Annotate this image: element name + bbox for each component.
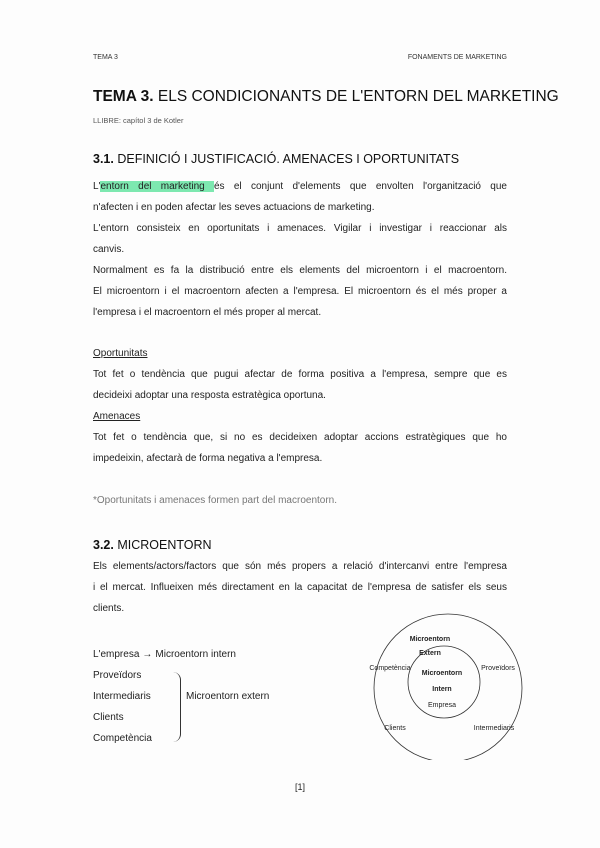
page-title xyxy=(93,88,559,106)
paragraph-line: clients. xyxy=(93,603,125,614)
title-rest: ELS CONDICIONANTS DE L'ENTORN DEL MARKETING xyxy=(153,88,559,105)
page-number: [1] xyxy=(294,782,305,792)
paragraph-line xyxy=(93,180,507,193)
paragraph-line: Els elements/actors/factors que són més propers a relació d'intercanvi entre l'empresa xyxy=(93,561,507,572)
text: L' xyxy=(93,181,101,192)
label: Clients xyxy=(384,725,406,732)
brace-icon xyxy=(172,672,181,742)
footnote: *Oportunitats i amenaces formen part del macroentorn. xyxy=(93,495,338,506)
paragraph-line: decideixi adoptar una resposta estratègica oportuna. xyxy=(93,390,326,401)
text: L'empresa xyxy=(93,649,140,660)
highlighted-term: entorn del marketing xyxy=(100,181,214,192)
paragraph-line: Normalment es fa la distribució entre els elements del microentorn i el macroentorn. xyxy=(93,265,507,276)
label: Extern xyxy=(419,650,441,657)
paragraph-line: Tot fet o tendència que pugui afectar de forma positiva a l'empresa, sempre que es xyxy=(93,369,507,380)
text: Microentorn intern xyxy=(155,649,236,660)
label: Microentorn xyxy=(409,636,451,643)
subheading-oportunitats: Oportunitats xyxy=(93,348,148,359)
section-number: 3.1. xyxy=(93,152,114,166)
paragraph-line: i el mercat. Influeixen més directament en la capacitat de l'empresa de satisfer els seus xyxy=(93,582,507,593)
title-bold: TEMA 3. xyxy=(93,88,154,105)
paragraph-line: Tot fet o tendència que, si no es decideixen adoptar accions estratègiques que ho xyxy=(93,432,507,443)
paragraph-line: El microentorn i el macroentorn afecten a l'empresa. El microentorn és el més proper a xyxy=(93,286,507,297)
section-heading-3-2 xyxy=(93,538,212,552)
label: Microentorn xyxy=(421,670,463,677)
label: Competència xyxy=(369,665,411,672)
list-item: Proveïdors xyxy=(93,670,142,681)
header-left: TEMA 3 xyxy=(93,54,118,61)
paragraph-line: l'empresa i el macroentorn el més proper al mercat. xyxy=(93,307,322,318)
paragraph-line: n'afecten i en poden afectar les seves actuacions de marketing. xyxy=(93,202,375,213)
label: Proveïdors xyxy=(481,665,515,672)
section-heading-3-1 xyxy=(93,152,459,166)
paragraph-line: L'entorn consisteix en oportunitats i amenaces. Vigilar i investigar i reaccionar als xyxy=(93,223,507,234)
paragraph-line: canvis. xyxy=(93,244,125,255)
book-reference: LLIBRE: capítol 3 de Kotler xyxy=(93,116,184,125)
label: Empresa xyxy=(427,702,457,709)
arrow-icon: → xyxy=(142,649,153,660)
list-item: Clients xyxy=(93,712,124,723)
section-title: DEFINICIÓ I JUSTIFICACIÓ. AMENACES I OPORTUNITATS xyxy=(113,152,460,166)
extern-label: Microentorn extern xyxy=(186,691,270,702)
microentorn-diagram xyxy=(360,610,540,760)
subheading-amenaces: Amenaces xyxy=(93,411,141,422)
list-item: Competència xyxy=(93,733,152,744)
section-number: 3.2. xyxy=(93,538,114,552)
header-right: FONAMENTS DE MARKETING xyxy=(407,54,507,61)
text: és el conjunt d'elements que envolten l'organització que xyxy=(214,181,507,192)
section-title: MICROENTORN xyxy=(113,538,212,552)
paragraph-line: impedeixin, afectarà de forma negativa a l'empresa. xyxy=(93,453,323,464)
list-item: Intermediaris xyxy=(93,691,151,702)
label: Intern xyxy=(432,686,452,693)
label: Intermediaris xyxy=(473,725,515,732)
